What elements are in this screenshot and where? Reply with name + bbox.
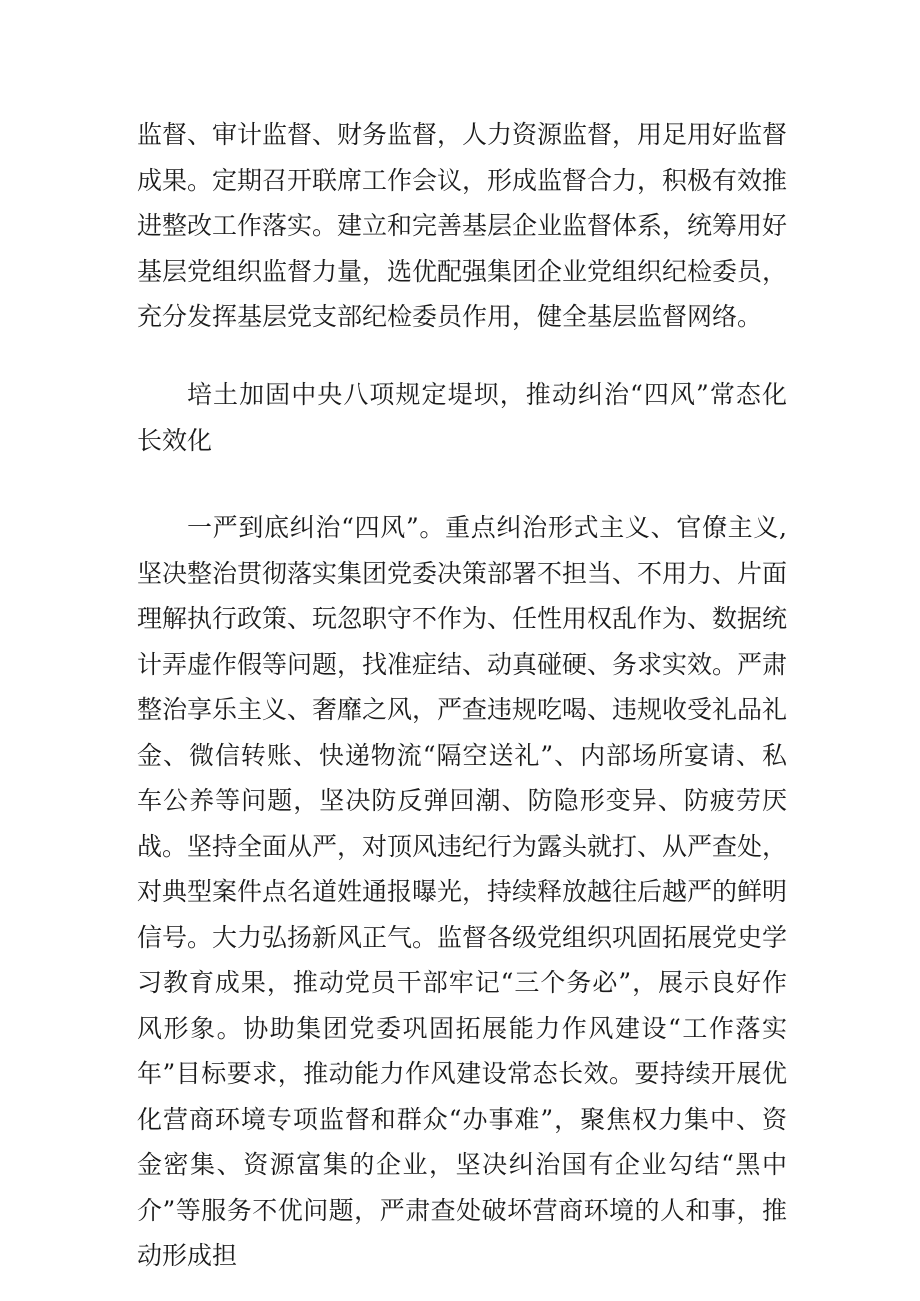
body-paragraph-supervision: 监督、审计监督、财务监督，人力资源监督，用足用好监督成果。定期召开联席工作会议，形成监督合力，积极有效推进整改工作落实。建立和完善基层企业监督体系，统筹用好基层党组织监督力量，选优配强集团企业党组织纪检委员，充分发挥基层党支部纪检委员作用，健全基层监督网络。: [137, 120, 788, 331]
body-paragraph-four-winds: 一严到底纠治“四风”。重点纠治形式主义、官僚主义,坚决整治贯彻落实集团党委决策部署不担当、不用力、片面理解执行政策、玩忽职守不作为、任性用权乱作为、数据统计弄虚作假等问题，找准症结、动真碰硬、务求实效。严肃整治享乐主义、奢靡之风，严查违规吃喝、违规收受礼品礼金、微信转账、快递物流“隔空送礼”、内部场所宴请、私车公养等问题，坚决防反弹回潮、防隐形变异、防疲劳厌战。坚持全面从严，对顶风违纪行为露头就打、从严查处，对典型案件点名道姓通报曝光，持续释放越往后越严的鲜明信号。大力弘扬新风正气。监督各级党组织巩固拓展党史学习教育成果，推动党员干部牢记“三个务必”，展示良好作风形象。协助集团党委巩固拓展能力作风建设“工作落实年”目标要求，推动能力作风建设常态长效。要持续开展优化营商环境专项监督和群众“办事难”，聚焦权力集中、资金密集、资源富集的企业，坚决纠治国有企业勾结“黑中介”等服务不优问题，严肃查处破坏营商环境的人和事，推动形成担: [137, 513, 788, 1270]
section-heading-eight-regulations: 培土加固中央八项规定堤坝，推动纠治“四风”常态化长效化: [137, 380, 787, 455]
